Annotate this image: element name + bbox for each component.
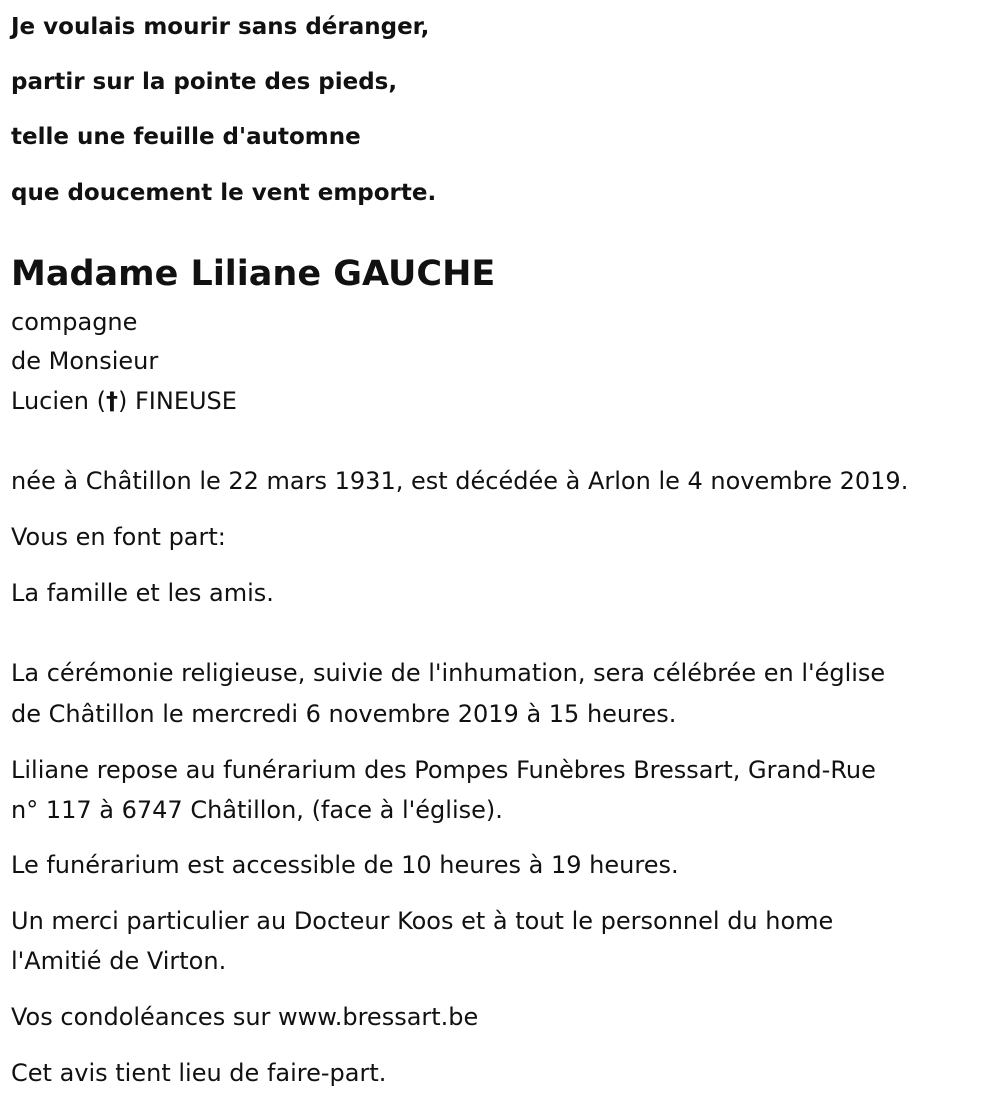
birth-death-text: née à Châtillon le 22 mars 1931, est décédée à Arlon le 4 novembre 2019. bbox=[11, 467, 909, 495]
poem-line-2: partir sur la pointe des pieds, bbox=[11, 69, 398, 95]
partner-first-name: Lucien ( bbox=[11, 387, 106, 415]
announce-family: La famille et les amis. bbox=[11, 579, 274, 607]
condolences-text: Vos condoléances sur www.bressart.be bbox=[11, 1003, 479, 1031]
ceremony-line-1: La cérémonie religieuse, suivie de l'inhumation, sera célébrée en l'église bbox=[11, 659, 886, 687]
ceremony-line-2: de Châtillon le mercredi 6 novembre 2019 à 15 heures. bbox=[11, 700, 677, 728]
thanks-line-1: Un merci particulier au Docteur Koos et à tout le personnel du home bbox=[11, 907, 834, 935]
deceased-name: Madame Liliane GAUCHE bbox=[11, 254, 496, 294]
partner-name bbox=[11, 385, 237, 417]
visiting-hours: Le funérarium est accessible de 10 heures à 19 heures. bbox=[11, 851, 679, 879]
relation-line-1: compagne bbox=[11, 308, 138, 336]
repose-line-2: n° 117 à 6747 Châtillon, (face à l'église). bbox=[11, 796, 503, 824]
poem-line-1: Je voulais mourir sans déranger, bbox=[11, 14, 430, 40]
announce-intro: Vous en font part: bbox=[11, 523, 226, 551]
relation-line-2: de Monsieur bbox=[11, 347, 159, 375]
partner-last-name: ) FINEUSE bbox=[118, 387, 237, 415]
repose-line-1: Liliane repose au funérarium des Pompes Funèbres Bressart, Grand-Rue bbox=[11, 756, 876, 784]
poem-line-3: telle une feuille d'automne bbox=[11, 124, 361, 150]
cross-icon: † bbox=[106, 387, 118, 415]
thanks-line-2: l'Amitié de Virton. bbox=[11, 947, 227, 975]
poem-line-4: que doucement le vent emporte. bbox=[11, 180, 437, 206]
closing-text: Cet avis tient lieu de faire-part. bbox=[11, 1059, 387, 1087]
